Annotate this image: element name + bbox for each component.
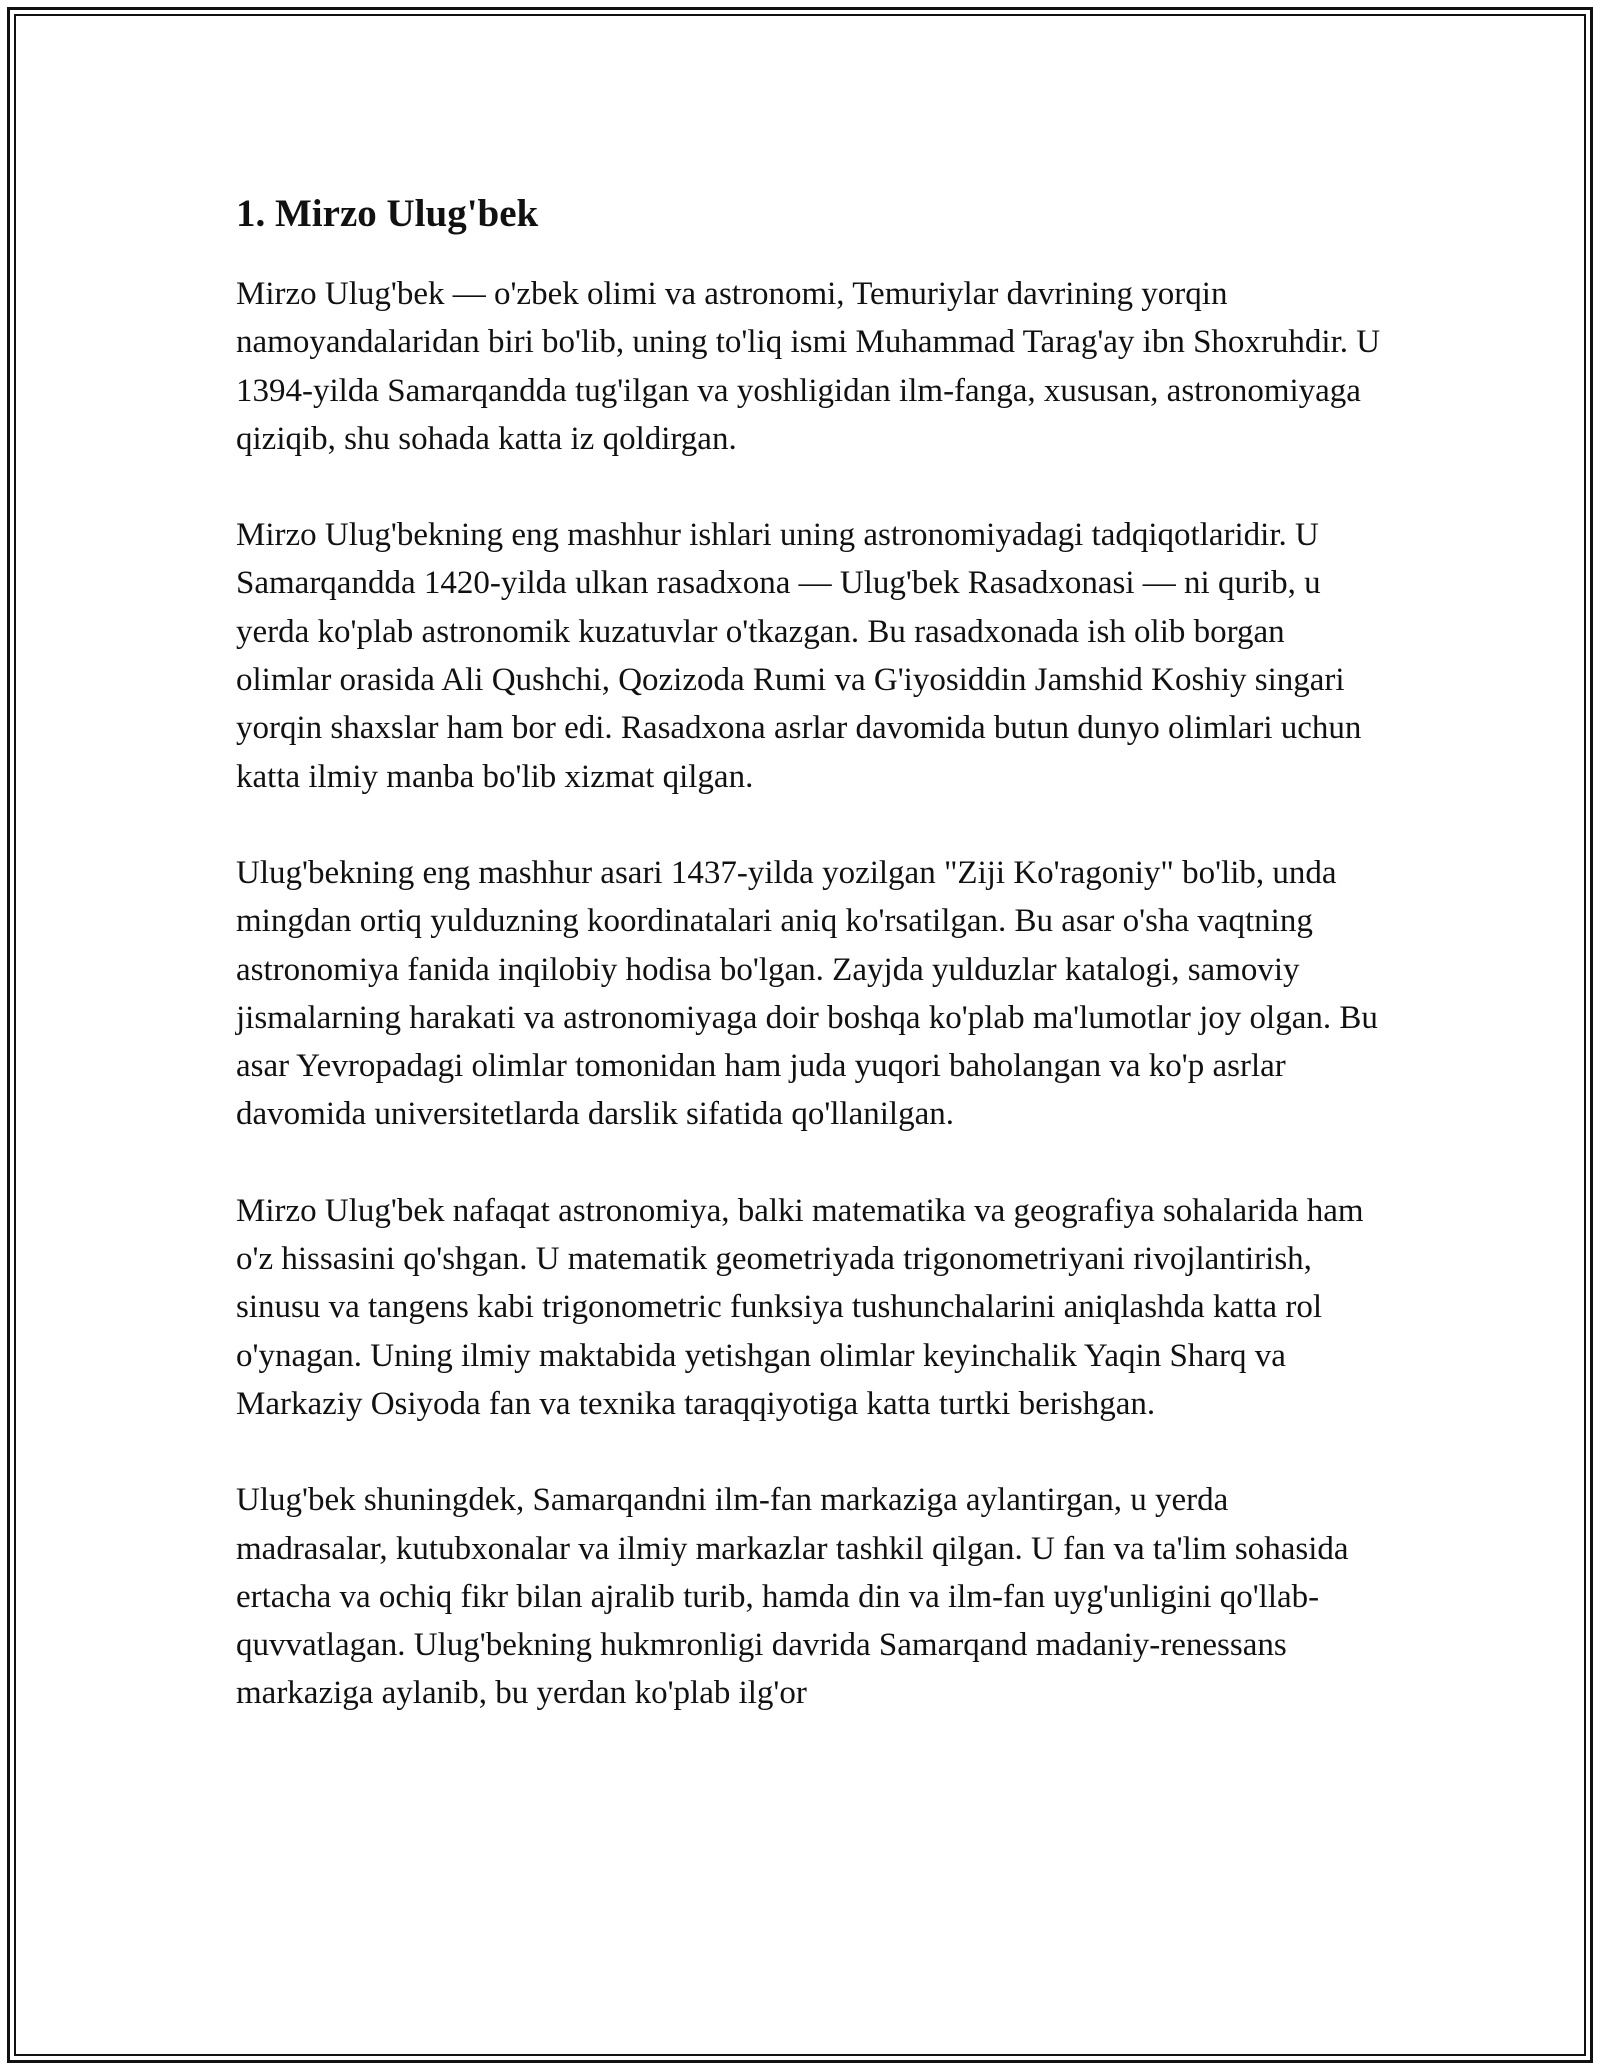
paragraph-5: Ulug'bek shuningdek, Samarqandni ilm-fan markaziga aylantirgan, u yerda madrasalar, kutubxonalar va ilmiy markazlar tashkil qilgan. U fan va ta'lim sohasida ertacha va ochiq fikr bilan ajralib turib, hamda din va ilm-fan uyg'unligini qo'llab-quvvatlagan. Ulug'bekning hukmronligi davrida Samarqand madaniy-renessans markaziga aylanib, bu yerdan ko'plab ilg'or — [236, 1482, 1349, 1712]
section-heading: 1. Mirzo Ulug'bek — [236, 192, 539, 235]
paragraph-2: Mirzo Ulug'bekning eng mashhur ishlari uning astronomiyadagi tadqiqotlaridir. U Samarqandda 1420-yilda ulkan rasadxona — Ulug'bek Rasadxonasi — ni qurib, u yerda ko'plab astronomik kuzatuvlar o'tkazgan. Bu rasadxonada ish olib borgan olimlar orasida Ali Qushchi, Qozizoda Rumi va G'iyosiddin Jamshid Koshiy singari yorqin shaxslar ham bor edi. Rasadxona asrlar davomida butun dunyo olimlari uchun katta ilmiy manba bo'lib xizmat qilgan. — [236, 517, 1362, 795]
paragraph-4: Mirzo Ulug'bek nafaqat astronomiya, balki matematika va geografiya sohalarida ham o'z hissasini qo'shgan. U matematik geometriyada trigonometriyani rivojlantirish, sinusu va tangens kabi trigonometric funksiya tushunchalarini aniqlashda katta rol o'ynagan. Uning ilmiy maktabida yetishgan olimlar keyinchalik Yaqin Sharq va Markaziy Osiyoda fan va texnika taraqqiyotiga katta turtki berishgan. — [236, 1192, 1364, 1422]
paragraph-1: Mirzo Ulug'bek — o'zbek olimi va astronomi, Temuriylar davrining yorqin namoyandalaridan biri bo'lib, uning to'liq ismi Muhammad Tarag'ay ibn Shoxruhdir. U 1394-yilda Samarqandda tug'ilgan va yoshligidan ilm-fanga, xususan, astronomiyaga qiziqib, shu sohada katta iz qoldirgan. — [236, 276, 1381, 457]
document-body — [236, 186, 1386, 1766]
paragraph-3: Ulug'bekning eng mashhur asari 1437-yilda yozilgan "Ziji Ko'ragoniy" bo'lib, unda mingdan ortiq yulduzning koordinatalari aniq ko'rsatilgan. Bu asar o'sha vaqtning astronomiya fanida inqilobiy hodisa bo'lgan. Zayjda yulduzlar katalogi, samoviy jismalarning harakati va astronomiyaga doir boshqa ko'plab ma'lumotlar joy olgan. Bu asar Yevropadagi olimlar tomonidan ham juda yuqori baholangan va ko'p asrlar davomida universitetlarda darslik sifatida qo'llanilgan. — [236, 854, 1378, 1133]
